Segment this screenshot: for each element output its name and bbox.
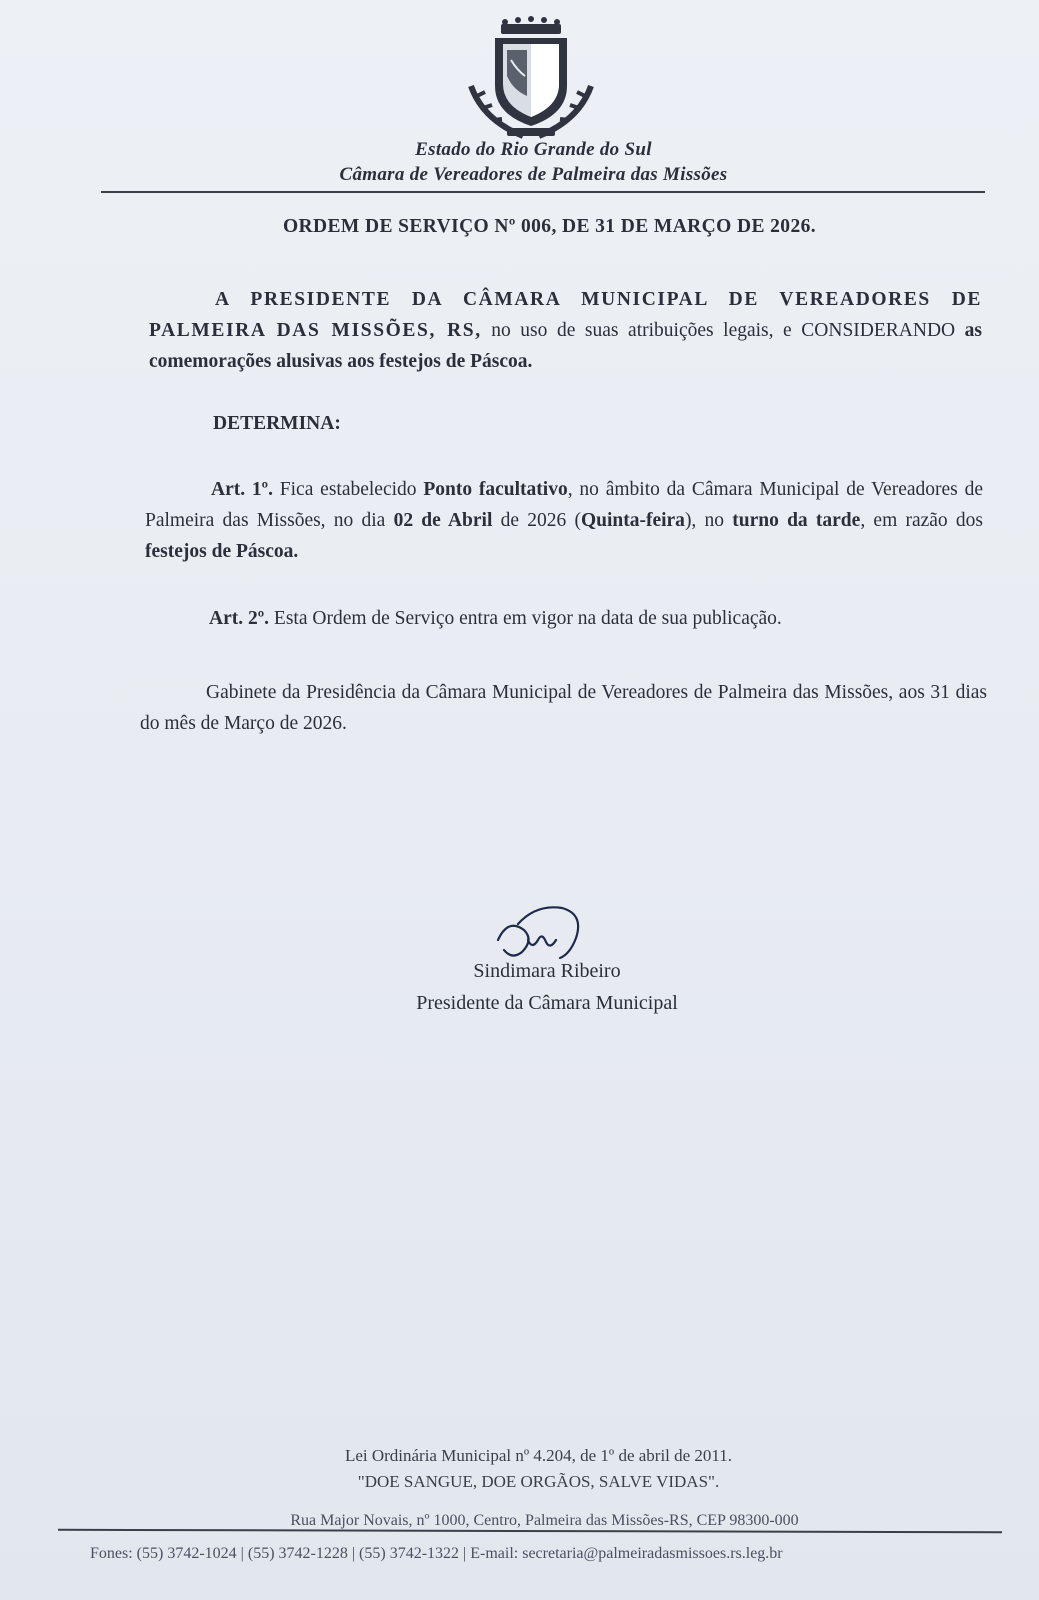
- art2-text: Esta Ordem de Serviço entra em vigor na data de sua publicação.: [269, 608, 782, 629]
- header-state: Estado do Rio Grande do Sul: [415, 139, 652, 160]
- article-2: [209, 603, 782, 634]
- art1-bold: festejos de Páscoa.: [145, 541, 299, 562]
- art1-text: de 2026 (: [492, 510, 581, 531]
- signatory-role: Presidente da Câmara Municipal: [416, 992, 678, 1014]
- art1-bold: Ponto facultativo: [423, 479, 568, 500]
- art1-bold: turno da tarde: [732, 510, 861, 531]
- art1-bold: Quinta-feira: [580, 510, 685, 531]
- art1-text: , no âmbito da Câmara Municipal de Vereadores de Palmeira das Missões, no dia: [145, 479, 983, 531]
- art1-text: Fica estabelecido: [272, 479, 424, 500]
- intro-bold: as comemorações alusivas aos festejos de Páscoa.: [149, 320, 983, 372]
- art1-text: , em razão dos: [860, 510, 983, 531]
- art2-label: Art. 2º.: [209, 608, 270, 629]
- intro-paragraph: [149, 284, 982, 377]
- art1-bold: 02 de Abril: [393, 510, 493, 531]
- intro-caps: A PRESIDENTE DA CÂMARA MUNICIPAL DE VEREADORES DE PALMEIRA DAS MISSÕES, RS,: [149, 289, 982, 341]
- document-title: ORDEM DE SERVIÇO Nº 006, DE 31 DE MARÇO DE 2026.: [282, 216, 817, 237]
- footer-contact: Fones: (55) 3742-1024 | (55) 3742-1228 | (55) 3742-1322 | E-mail: secretaria@palmeiradasmissoes.rs.leg.br: [90, 1545, 783, 1562]
- municipal-crest-icon: [463, 16, 599, 144]
- footer-law: Lei Ordinária Municipal nº 4.204, de 1º de abril de 2011.: [344, 1446, 733, 1465]
- intro-plain: no uso de suas atribuições legais, e CONSIDERANDO: [481, 320, 965, 341]
- article-1: [145, 474, 983, 567]
- footer-address: Rua Major Novais, nº 1000, Centro, Palmeira das Missões-RS, CEP 98300-000: [290, 1512, 799, 1529]
- art1-text: ), no: [684, 510, 733, 531]
- art1-label: Art. 1º.: [211, 479, 273, 500]
- closing-text: Gabinete da Presidência da Câmara Municipal de Vereadores de Palmeira das Missões, aos 31 dias do mês de Março de 2026.: [140, 682, 987, 734]
- closing-paragraph: [140, 677, 987, 739]
- header-chamber: Câmara de Vereadores de Palmeira das Missões: [339, 164, 728, 185]
- footer-slogan: "DOE SANGUE, DOE ORGÃOS, SALVE VIDAS".: [357, 1472, 720, 1491]
- determina-heading: DETERMINA:: [213, 413, 341, 434]
- header-divider: [101, 191, 985, 193]
- signatory-name: Sindimara Ribeiro: [473, 960, 621, 982]
